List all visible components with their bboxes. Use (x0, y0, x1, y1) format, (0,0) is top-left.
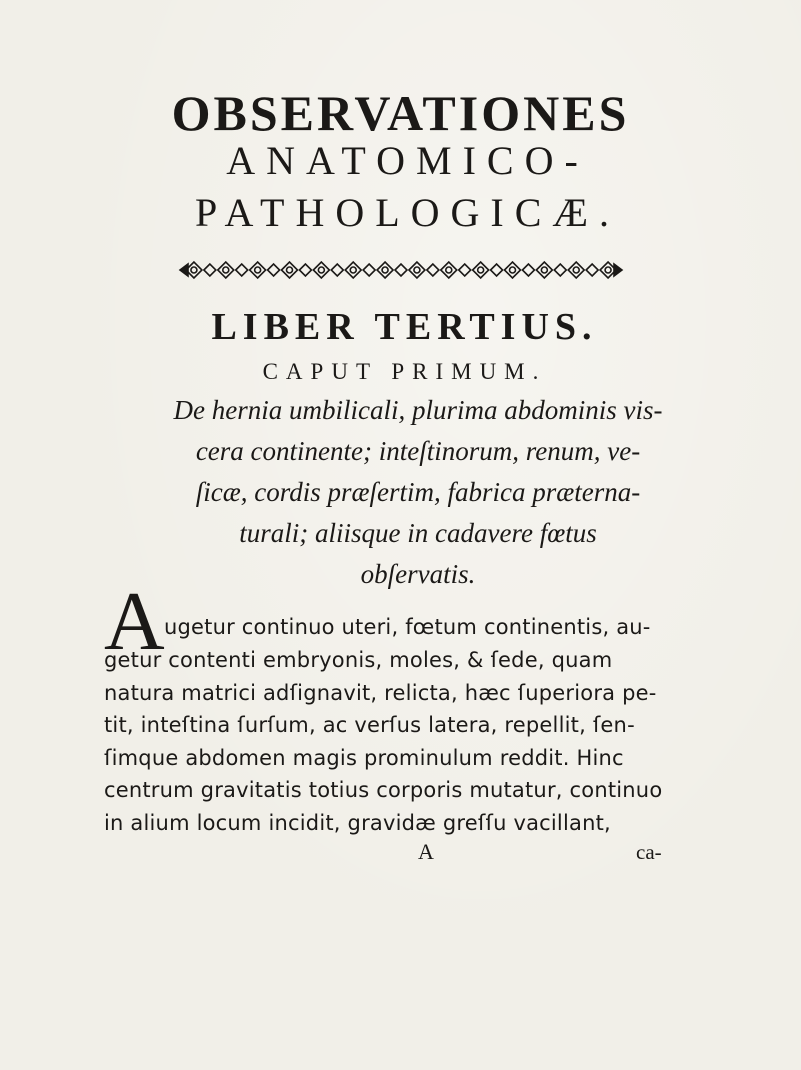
title-line-3: PATHOLOGICÆ. (194, 190, 620, 235)
body-line: ugetur continuo uteri, fœtum continentis, au- (164, 615, 651, 639)
chapter-heading: CAPUT PRIMUM. (262, 359, 547, 384)
body-line: in alium locum incidit, gravidæ greſſu vacillant, (104, 811, 611, 835)
summary-line: De hernia umbilicali, plurima abdominis vis- (173, 395, 663, 425)
book-heading: LIBER TERTIUS. (211, 306, 598, 348)
title-line-1: OBSERVATIONES (171, 85, 630, 141)
body-line: ſimque abdomen magis prominulum reddit. Hinc (104, 746, 624, 770)
summary-line: ſicæ, cordis præſertim, fabrica præterna- (195, 477, 641, 507)
body-line: getur contenti embryonis, moles, & ſede, quam (104, 648, 613, 672)
body-line: natura matrici adſignavit, relicta, hæc ſuperiora pe- (104, 681, 657, 705)
body-line: centrum gravitatis totius corporis mutatur, continuo (104, 778, 663, 802)
title-line-2: ANATOMICO- (226, 138, 589, 183)
summary-line: obſervatis. (360, 559, 476, 589)
body-line: tit, inteſtina ſurſum, ac verſus latera, repellit, ſen- (104, 713, 635, 737)
fleuron-band-icon (178, 258, 624, 282)
signature-mark: A (418, 839, 434, 864)
summary-line: turali; aliisque in cadavere fœtus (239, 518, 597, 548)
summary-line: cera continente; inteſtinorum, renum, ve- (195, 436, 641, 466)
catchword: ca- (636, 840, 662, 864)
drop-cap: A (104, 575, 165, 668)
